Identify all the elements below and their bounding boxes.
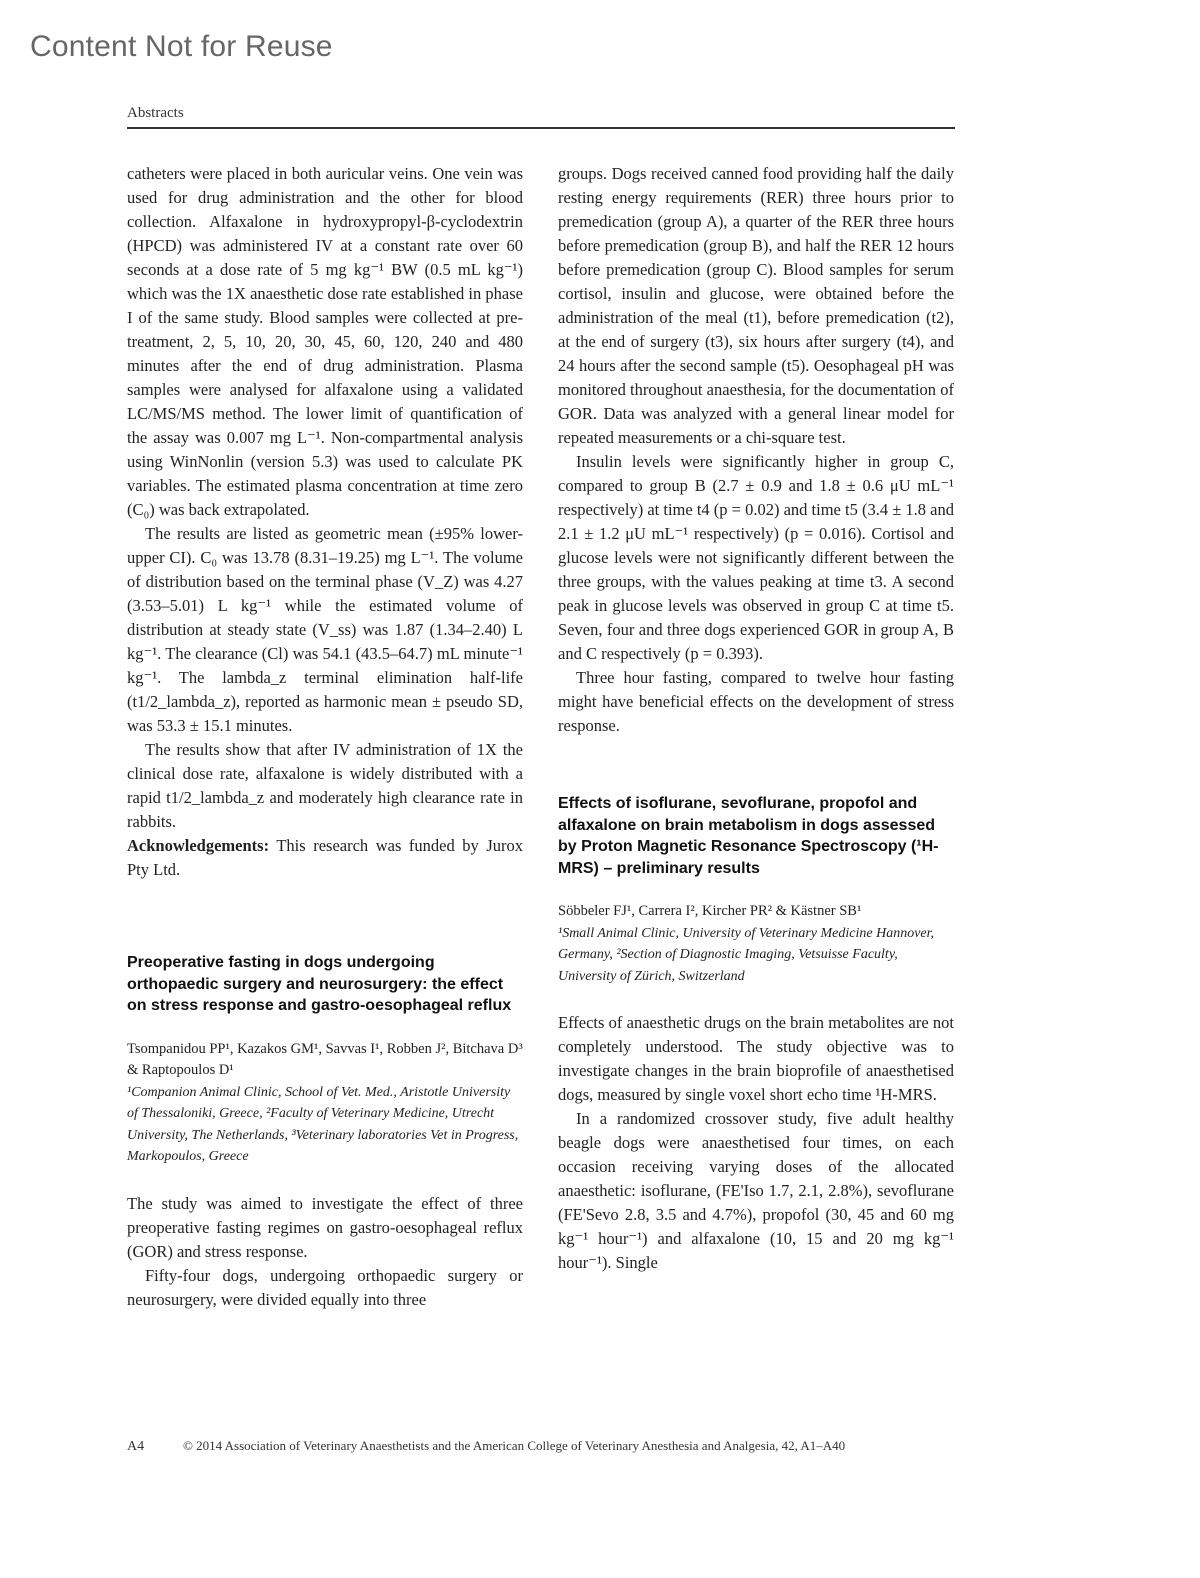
brain-paragraph-1: Effects of anaesthetic drugs on the brain metabolites are not completely understood. The study objective was to investigate changes in the brain bioprofile of anaesthetised dogs, measured by single voxel short echo time ¹H-MRS. xyxy=(558,1013,954,1104)
abstract-affiliation-brain-metabolism: ¹Small Animal Clinic, University of Veterinary Medicine Hannover, Germany, ²Section of Diagnostic Imaging, Vetsuisse Faculty, University of Zürich, Switzerland xyxy=(558,925,935,984)
acknowledgements xyxy=(127,834,523,882)
right-paragraph-3: Three hour fasting, compared to twelve hour fasting might have beneficial effects on the development of stress response. xyxy=(558,668,954,735)
abstract-title-brain-metabolism: Effects of isoflurane, sevoflurane, propofol and alfaxalone on brain metabolism in dogs assessed by Proton Magnetic Resonance Spectroscopy (¹H-MRS) – preliminary results xyxy=(558,795,939,877)
fasting-paragraph-2: Fifty-four dogs, undergoing orthopaedic surgery or neurosurgery, were divided equally into three xyxy=(127,1265,523,1309)
abstract-authors-brain-metabolism: Söbbeler FJ¹, Carrera I², Kircher PR² & Kästner SB¹ xyxy=(558,903,862,919)
left-paragraph-1: catheters were placed in both auricular veins. One vein was used for drug administration and the other for blood collection. Alfaxalone in hydroxypropyl-β-cyclodextrin (HPCD) was administered IV at a constant rate over 60 seconds at a dose rate of 5 mg kg⁻¹ BW (0.5 mL kg⁻¹) which was the 1X anaesthetic dose rate established in phase I of the same study. Blood samples were collected at pre-treatment, 2, 5, 10, 20, 30, 45, 60, 120, 240 and 480 minutes after the end of drug administration. Plasma samples were analysed for alfaxalone using a validated LC/MS/MS method. The lower limit of quantification of the assay was 0.007 mg L⁻¹. Non-compartmental analysis using WinNonlin (version 5.3) was used to calculate PK variables. The estimated plasma concentration at time zero (C₀) was back extrapolated. xyxy=(127,164,523,519)
brain-paragraph-2: In a randomized crossover study, five adult healthy beagle dogs were anaesthetised four times, on each occasion receiving varying doses of the allocated anaesthetic: isoflurane, (FE'Iso 1.7, 2.1, 2.8%), sevoflurane (FE'Sevo 2.8, 3.5 and 4.7%), propofol (30, 45 and 60 mg kg⁻¹ hour⁻¹) and alfaxalone (10, 15 and 20 mg kg⁻¹ hour⁻¹). Single xyxy=(558,1109,954,1272)
abstract-affiliation-fasting: ¹Companion Animal Clinic, School of Vet. Med., Aristotle University of Thessaloniki, Greece, ²Faculty of Veterinary Medicine, Utrecht University, The Netherlands, ³Veterinary laboratories Vet in Progress, Markopoulos, Greece xyxy=(127,1084,519,1164)
right-column xyxy=(558,162,954,1275)
left-column xyxy=(127,162,523,1312)
left-paragraph-3: The results show that after IV administration of 1X the clinical dose rate, alfaxalone is widely distributed with a rapid t1/2_lambda_z and moderately high clearance rate in rabbits. xyxy=(127,740,523,831)
right-paragraph-1: groups. Dogs received canned food providing half the daily resting energy requirements (RER) three hours prior to premedication (group A), a quarter of the RER three hours before premedication (group B), and half the RER 12 hours before premedication (group C). Blood samples for serum cortisol, insulin and glucose, were obtained before the administration of the meal (t1), before premedication (t2), at the end of surgery (t3), six hours after surgery (t4), and 24 hours after the second sample (t5). Oesophageal pH was monitored throughout anaesthesia, for the documentation of GOR. Data was analyzed with a general linear model for repeated measurements or a chi-square test. xyxy=(558,164,954,447)
watermark: Content Not for Reuse xyxy=(30,30,333,63)
abstract-title-fasting: Preoperative fasting in dogs undergoing orthopaedic surgery and neurosurgery: the effect on stress response and gastro-oesophageal reflux xyxy=(127,954,512,1014)
acknowledgements-text: This research was funded by Jurox Pty Ltd. xyxy=(127,836,523,879)
footer-citation: © 2014 Association of Veterinary Anaesthetists and the American College of Veterinary Anesthesia and Analgesia, 42, A1–A40 xyxy=(183,1438,846,1453)
fasting-paragraph-1: The study was aimed to investigate the effect of three preoperative fasting regimes on gastro-oesophageal reflux (GOR) and stress response. xyxy=(127,1193,523,1261)
left-paragraph-2: The results are listed as geometric mean (±95% lower-upper CI). C₀ was 13.78 (8.31–19.25) mg L⁻¹. The volume of distribution based on the terminal phase (V_Z) was 4.27 (3.53–5.01) L kg⁻¹ while the estimated volume of distribution at steady state (V_ss) was 1.87 (1.34–2.40) L kg⁻¹. The clearance (Cl) was 54.1 (43.5–64.7) mL minute⁻¹ kg⁻¹. The lambda_z terminal elimination half-life (t1/2_lambda_z), reported as harmonic mean ± pseudo SD, was 53.3 ± 15.1 minutes. xyxy=(127,524,523,735)
running-head: Abstracts xyxy=(127,105,955,129)
page-number: A4 xyxy=(127,1439,145,1454)
abstract-authors-fasting: Tsompanidou PP¹, Kazakos GM¹, Savvas I¹, Robben J², Bitchava D³ & Raptopoulos D¹ xyxy=(127,1040,523,1078)
acknowledgements-label: Acknowledgements: xyxy=(127,836,270,855)
right-paragraph-2: Insulin levels were significantly higher in group C, compared to group B (2.7 ± 0.9 and 1.8 ± 0.6 μU mL⁻¹ respectively) at time t4 (p = 0.02) and time t5 (3.4 ± 1.8 and 2.1 ± 1.2 μU mL⁻¹ respectively) (p = 0.016). Cortisol and glucose levels were not significantly different between the three groups, with the values peaking at time t3. A second peak in glucose levels was observed in group C at time t5. Seven, four and three dogs experienced GOR in group A, B and C respectively (p = 0.393). xyxy=(558,452,954,663)
page-footer xyxy=(127,1438,955,1455)
